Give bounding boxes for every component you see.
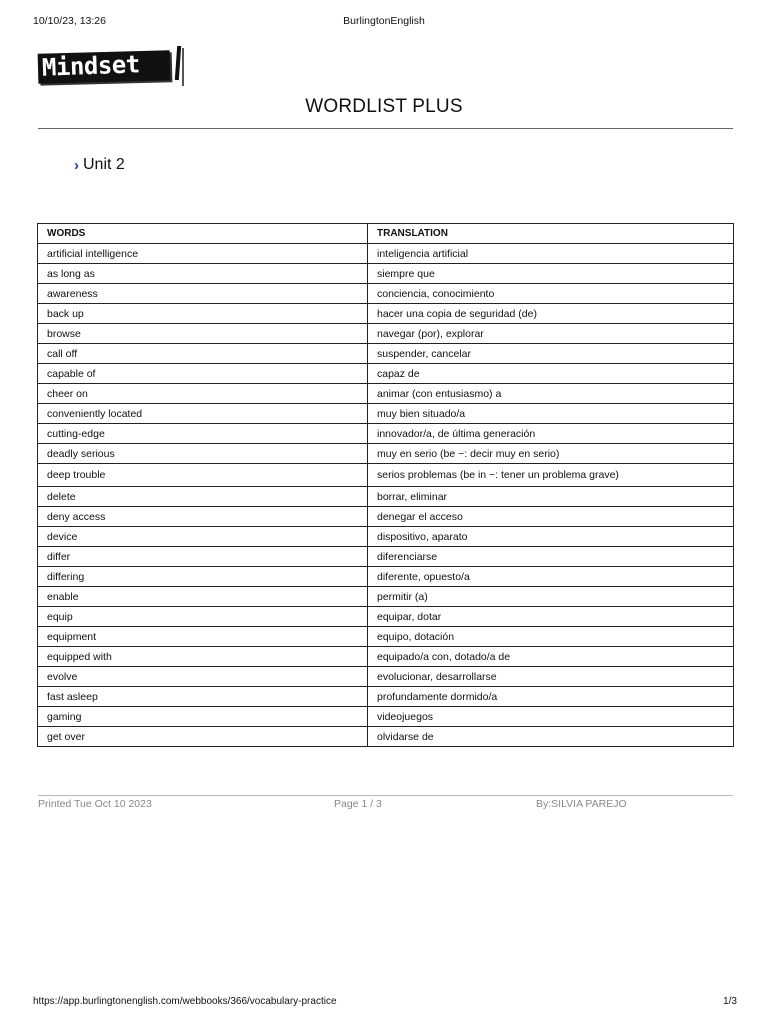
table-row	[38, 707, 734, 727]
translation-cell: muy bien situado/a	[368, 404, 734, 424]
column-header-translation: TRANSLATION	[368, 224, 734, 244]
table-row	[38, 667, 734, 687]
page-title: WORDLIST PLUS	[305, 96, 463, 117]
word-cell: deep trouble	[38, 464, 368, 487]
word-cell: conveniently located	[38, 404, 368, 424]
translation-cell: conciencia, conocimiento	[368, 284, 734, 304]
table-header-row	[38, 224, 734, 244]
wordlist-table	[37, 223, 734, 747]
translation-cell: serios problemas (be in ~: tener un problema grave)	[368, 464, 734, 487]
word-cell: deadly serious	[38, 444, 368, 464]
word-cell: call off	[38, 344, 368, 364]
table-row	[38, 384, 734, 404]
page-number: Page 1 / 3	[334, 798, 382, 810]
table-row	[38, 284, 734, 304]
print-site-name: BurlingtonEnglish	[343, 15, 425, 27]
page-url: https://app.burlingtonenglish.com/webbooks/366/vocabulary-practice	[33, 996, 337, 1007]
table-row	[38, 444, 734, 464]
translation-cell: evolucionar, desarrollarse	[368, 667, 734, 687]
translation-cell: diferenciarse	[368, 547, 734, 567]
word-cell: enable	[38, 587, 368, 607]
title-divider	[38, 128, 733, 129]
translation-cell: diferente, opuesto/a	[368, 567, 734, 587]
footer-divider	[38, 795, 733, 796]
translation-cell: hacer una copia de seguridad (de)	[368, 304, 734, 324]
print-header	[0, 15, 768, 31]
table-row	[38, 727, 734, 747]
translation-cell: navegar (por), explorar	[368, 324, 734, 344]
word-cell: capable of	[38, 364, 368, 384]
translation-cell: suspender, cancelar	[368, 344, 734, 364]
word-cell: awareness	[38, 284, 368, 304]
translation-cell: olvidarse de	[368, 727, 734, 747]
word-cell: deny access	[38, 507, 368, 527]
logo-bar	[175, 46, 181, 80]
table-body	[38, 244, 734, 747]
logo-bar	[182, 48, 184, 86]
table-row	[38, 264, 734, 284]
word-cell: fast asleep	[38, 687, 368, 707]
table-row	[38, 567, 734, 587]
word-cell: device	[38, 527, 368, 547]
table-row	[38, 244, 734, 264]
word-cell: delete	[38, 487, 368, 507]
unit-label: Unit 2	[83, 156, 125, 173]
translation-cell: permitir (a)	[368, 587, 734, 607]
translation-cell: denegar el acceso	[368, 507, 734, 527]
word-cell: browse	[38, 324, 368, 344]
mindset-logo	[38, 46, 188, 88]
word-cell: differing	[38, 567, 368, 587]
translation-cell: innovador/a, de última generación	[368, 424, 734, 444]
table-row	[38, 547, 734, 567]
printed-date: Printed Tue Oct 10 2023	[38, 798, 152, 810]
unit-heading[interactable]	[74, 156, 125, 174]
table-row	[38, 344, 734, 364]
chevron-right-icon: ›	[74, 156, 79, 174]
table-row	[38, 507, 734, 527]
translation-cell: equipado/a con, dotado/a de	[368, 647, 734, 667]
table-row	[38, 607, 734, 627]
table-row	[38, 687, 734, 707]
table-row	[38, 364, 734, 384]
column-header-words: WORDS	[38, 224, 368, 244]
translation-cell: inteligencia artificial	[368, 244, 734, 264]
translation-cell: muy en serio (be ~: decir muy en serio)	[368, 444, 734, 464]
translation-cell: equipar, dotar	[368, 607, 734, 627]
word-cell: equip	[38, 607, 368, 627]
table-row	[38, 464, 734, 487]
table-row	[38, 647, 734, 667]
word-cell: back up	[38, 304, 368, 324]
table-row	[38, 324, 734, 344]
word-cell: cheer on	[38, 384, 368, 404]
logo-text: Mindset	[41, 50, 141, 82]
translation-cell: videojuegos	[368, 707, 734, 727]
print-datetime: 10/10/23, 13:26	[33, 15, 106, 27]
table-row	[38, 587, 734, 607]
table-row	[38, 487, 734, 507]
word-cell: as long as	[38, 264, 368, 284]
translation-cell: borrar, eliminar	[368, 487, 734, 507]
word-cell: cutting-edge	[38, 424, 368, 444]
translation-cell: capaz de	[368, 364, 734, 384]
table-row	[38, 404, 734, 424]
translation-cell: dispositivo, aparato	[368, 527, 734, 547]
translation-cell: siempre que	[368, 264, 734, 284]
table-row	[38, 424, 734, 444]
word-cell: equipped with	[38, 647, 368, 667]
translation-cell: equipo, dotación	[368, 627, 734, 647]
word-cell: artificial intelligence	[38, 244, 368, 264]
word-cell: differ	[38, 547, 368, 567]
author-label: By:SILVIA PAREJO	[536, 798, 627, 810]
word-cell: get over	[38, 727, 368, 747]
word-cell: equipment	[38, 627, 368, 647]
translation-cell: profundamente dormido/a	[368, 687, 734, 707]
table-row	[38, 627, 734, 647]
table-row	[38, 527, 734, 547]
table-row	[38, 304, 734, 324]
translation-cell: animar (con entusiasmo) a	[368, 384, 734, 404]
word-cell: evolve	[38, 667, 368, 687]
print-page-count: 1/3	[723, 996, 737, 1007]
word-cell: gaming	[38, 707, 368, 727]
